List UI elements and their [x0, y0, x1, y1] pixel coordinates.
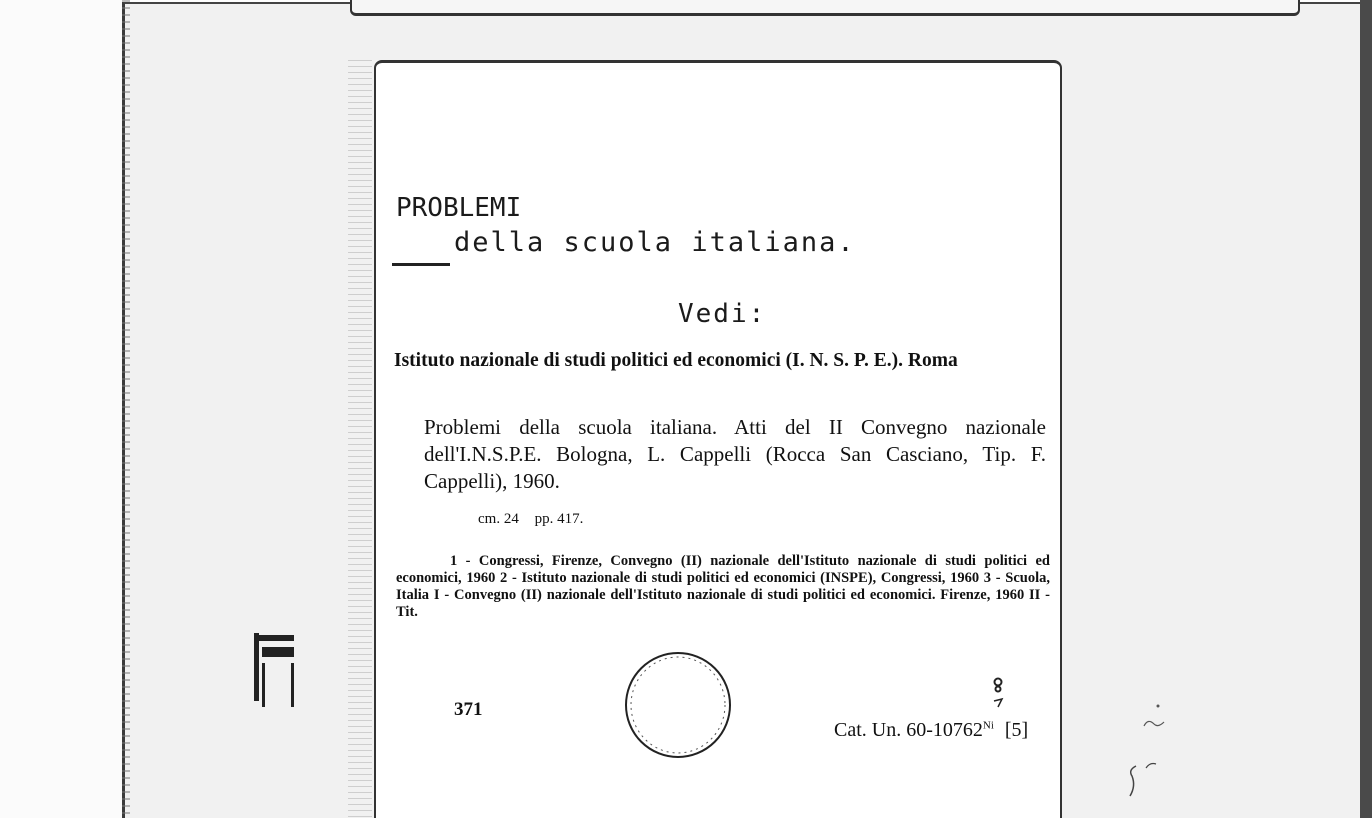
collation [478, 511, 595, 528]
scan-noise [122, 0, 130, 818]
catalog-number [834, 719, 1028, 742]
call-number: 371 [454, 699, 483, 720]
catalog-suffix: [5] [1004, 719, 1029, 741]
left-margin [0, 0, 122, 818]
circle-stamp-icon [624, 651, 732, 759]
catalog-card [374, 60, 1062, 818]
heading-dash [392, 263, 450, 266]
top-card-edge [350, 0, 1300, 16]
handwritten-marks [990, 677, 1006, 709]
card-heading: PROBLEMI [396, 193, 522, 223]
catalog-number-text: Cat. Un. 60-10762 [834, 719, 983, 741]
tab-bar [262, 663, 294, 707]
scan-noise [348, 60, 372, 818]
catalog-superscript: Ni [982, 719, 994, 732]
see-reference-label: Vedi: [678, 299, 767, 329]
title-entry: Problemi della scuola italiana. Atti del II Convegno nazionale dell'I.N.S.P.E. Bologna, L. Cappelli (Rocca San Casciano, Tip. F. Cappelli), 1960. [424, 415, 1046, 493]
right-edge [1360, 0, 1372, 818]
collation-size: cm. 24 [478, 511, 519, 527]
collation-pages: pp. 417. [534, 511, 584, 527]
author-entry: Istituto nazionale di studi politici ed economici (I. N. S. P. E.). Roma [394, 350, 958, 371]
margin-scribble-icon [1116, 696, 1176, 806]
tab-bar [262, 647, 294, 657]
card-subheading: della scuola italiana. [454, 227, 856, 258]
subject-tracings: 1 - Congressi, Firenze, Convegno (II) nazionale dell'Istituto nazionale di studi politici ed economici, 1960 2 - Istituto nazionale di studi politici ed economici (INSPE), Congressi, 1960 3 - Scuola, Italia I - Convegno (II) nazionale dell'Istituto nazionale di studi politici ed economici. Firenze, 1960 II - Tit. [396, 553, 1050, 620]
drawer-tab-icon [254, 633, 294, 701]
tab-bar [254, 635, 294, 641]
tab-bar [254, 633, 259, 701]
